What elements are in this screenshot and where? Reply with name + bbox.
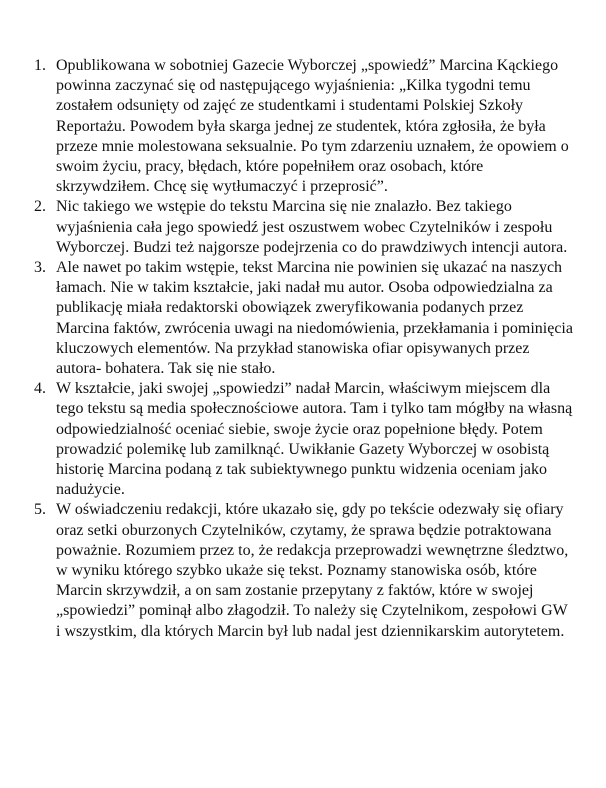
list-item-number: 3. xyxy=(34,259,46,277)
list-item-text: Opublikowana w sobotniej Gazecie Wyborczej „spowiedź” Marcina Kąckiego powinna zaczynać się od następującego wyjaśnienia: „Kilka tygodni temu zostałem odsunięty od zajęć ze studentkami i studentami Polskiej Szkoły Reportażu. Powodem była skarga jednej ze studentek, która zgłosiła, że była przeze mnie molestowana seksualnie. Po tym zdarzeniu uznałem, że opowiem o swoim życiu, pracy, błędach, które popełniłem oraz osobach, które skrzywdziłem. Chcę się wytłumaczyć i przeprosić”. xyxy=(56,57,569,196)
list-item xyxy=(34,500,574,641)
numbered-statement-list xyxy=(34,56,574,642)
list-item-number: 1. xyxy=(34,57,46,74)
list-item xyxy=(34,197,574,258)
list-item-text: Ale nawet po takim wstępie, tekst Marcina nie powinien się ukazać na naszych łamach. Nie w takim kształcie, jaki nadał mu autor. Osoba odpowiedzialna za publikację miała redaktorski obowiązek zweryfikowania podanych przez Marcina faktów, zwrócenia uwagi na niedomówienia, przekłamania i pominięcia kluczowych elementów. Na przykład stanowiska ofiar opisywanych przez autora- bohatera. Tak się nie stało. xyxy=(56,259,573,378)
list-item-number: 2. xyxy=(34,198,46,216)
list-item-number: 4. xyxy=(34,380,46,398)
list-item xyxy=(34,379,574,500)
list-item-text: Nic takiego we wstępie do tekstu Marcina się nie znalazło. Bez takiego wyjaśnienia cała jego spowiedź jest oszustwem wobec Czytelników i zespołu Wyborczej. Budzi też najgorsze podejrzenia co do prawdziwych intencji autora. xyxy=(56,198,568,256)
list-item-text: W kształcie, jaki swojej „spowiedzi” nadał Marcin, właściwym miejscem dla tego tekstu są media społecznościowe autora. Tam i tylko tam mógłby na własną odpowiedzialność oceniać siebie, swoje życie oraz popełnione błędy. Potem prowadzić polemikę lub zamilknąć. Uwikłanie Gazety Wyborczej w osobistą historię Marcina podaną z tak subiektywnego punktu widzenia oceniam jako nadużycie. xyxy=(56,380,573,499)
list-item-text: W oświadczeniu redakcji, które ukazało się, gdy po tekście odezwały się ofiary oraz setki oburzonych Czytelników, czytamy, że sprawa będzie potraktowana poważnie. Rozumiem przez to, że redakcja przeprowadzi wewnętrzne śledztwo, w wyniku którego szybko ukaże się tekst. Poznamy stanowiska osób, które Marcin skrzywdził, a on sam zostanie przepytany z faktów, które w swojej „spowiedzi” pominął albo złagodził. To należy się Czytelnikom, zespołowi GW i wszystkim, dla których Marcin był lub nadal jest dziennikarskim autorytetem. xyxy=(56,501,569,640)
list-item-number: 5. xyxy=(34,501,46,519)
list-item xyxy=(34,56,574,197)
list-item xyxy=(34,258,574,379)
